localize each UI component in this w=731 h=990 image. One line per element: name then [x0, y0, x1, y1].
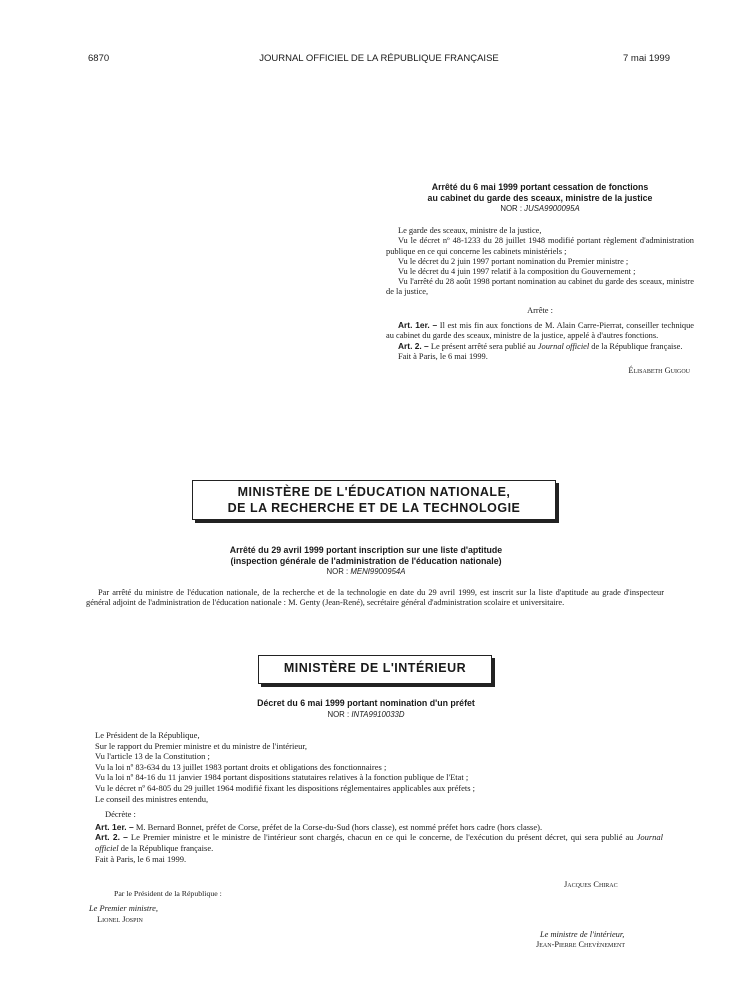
visa-paragraph: Vu le décret nº 48-1233 du 28 juillet 1948 modifié portant règlement d'administration publique en ce qui concerne les cabinets ministériels ;: [386, 236, 694, 256]
title-line-1: Arrêté du 29 avril 1999 portant inscription sur une liste d'aptitude: [229, 545, 503, 555]
decret-body: [95, 730, 663, 864]
decret-title: Décret du 6 mai 1999 portant nomination d'un préfet: [257, 698, 475, 708]
ministry-line-1: MINISTÈRE DE L'INTÉRIEUR: [283, 661, 467, 675]
visa-line: Sur le rapport du Premier ministre et du ministre de l'intérieur,: [95, 740, 307, 751]
page-number: 6870: [88, 53, 110, 64]
ministry-education-heading: [192, 480, 556, 520]
arrete-liste-aptitude-header: [60, 545, 672, 576]
par-le-president: Par le Président de la République :: [114, 889, 222, 898]
body-paragraph: Par arrêté du ministre de l'éducation nationale, de la recherche et de la technologie en date du 29 avril 1999, est inscrit sur la liste d'aptitude au grade d'inspecteur général adjoint de l'administration de l'éducation nationale : M. Genty (Jean-René), secrétaire général d'administration scolaire et universitaire.: [86, 588, 664, 608]
page-header: [88, 53, 670, 67]
visa-line: Le conseil des ministres entendu,: [95, 793, 209, 804]
header-date: 7 mai 1999: [622, 53, 670, 64]
nor-reference: NOR : MENI9900954A: [326, 567, 406, 576]
visa-paragraph: Le garde des sceaux, ministre de la justice,: [398, 226, 542, 236]
article-2: Art. 2. – Le présent arrêté sera publié au Journal officiel de la République française.: [398, 341, 683, 352]
ministry-line-2: DE LA RECHERCHE ET DE LA TECHNOLOGIE: [227, 501, 521, 515]
nor-code: INTA9910033D: [351, 709, 405, 719]
signature-chevenement: Jean-Pierre Chevènement: [536, 940, 626, 949]
visa-line: Vu l'article 13 de la Constitution ;: [95, 751, 210, 762]
decrete-word: Décrète :: [105, 809, 136, 820]
arrete-cessation: [386, 182, 694, 376]
nor-reference: NOR : INTA9910033D: [327, 709, 405, 719]
article-1: Art. 1er. – Il est mis fin aux fonctions de M. Alain Carre-Pierrat, conseiller technique au cabinet du garde des sceaux, ministre de la justice, appelé à d'autres fonctions.: [386, 319, 694, 341]
journal-title: JOURNAL OFFICIEL DE LA RÉPUBLIQUE FRANÇAISE: [259, 53, 499, 64]
nor-code: MENI9900954A: [350, 567, 406, 576]
visa-paragraph: Vu le décret du 2 juin 1997 portant nomination du Premier ministre ;: [398, 256, 629, 266]
visa-paragraph: Vu l'arrêté du 28 août 1998 portant nomination au cabinet du garde des sceaux, ministre de la justice,: [386, 277, 694, 297]
arrete-cessation-title: [386, 182, 694, 203]
arrete-liste-aptitude-body: [86, 588, 664, 608]
signature-guigou: Élisabeth Guigou: [628, 365, 690, 375]
fait-a-paris: Fait à Paris, le 6 mai 1999.: [398, 352, 488, 362]
visa-line: Vu la loi nº 83-634 du 13 juillet 1983 portant droits et obligations des fonctionnaires ;: [95, 761, 387, 772]
signature-jospin: Lionel Jospin: [97, 915, 143, 924]
visa-line: Vu le décret nº 64-805 du 29 juillet 1964 modifié fixant les dispositions réglementaires applicables aux préfets ;: [95, 782, 476, 793]
ministry-line-1: MINISTÈRE DE L'ÉDUCATION NATIONALE,: [237, 485, 511, 499]
visa-paragraph: Vu le décret du 4 juin 1997 relatif à la composition du Gouvernement ;: [398, 267, 636, 277]
arrete-word: Arrête :: [527, 305, 553, 315]
ministre-interieur-title: Le ministre de l'intérieur,: [540, 930, 625, 939]
title-line-2: (inspection générale de l'administration de l'éducation nationale): [230, 555, 502, 566]
ministry-interieur-heading: [258, 655, 492, 684]
decret-header: [60, 698, 672, 719]
premier-ministre-title: Le Premier ministre,: [89, 904, 158, 913]
nor-reference: NOR : JUSA9900095A: [500, 204, 580, 213]
nor-code: JUSA9900095A: [524, 204, 580, 213]
title-line-1: Arrêté du 6 mai 1999 portant cessation de fonctions: [431, 182, 649, 192]
visa-line: Le Président de la République,: [95, 730, 200, 740]
article-2: Art. 2. – Le Premier ministre et le ministre de l'intérieur sont chargés, chacun en ce qui le concerne, de l'exécution du présent décret, qui sera publié au Journal officiel de la République française.: [95, 832, 664, 853]
fait-a-paris: Fait à Paris, le 6 mai 1999.: [95, 853, 187, 864]
article-1: Art. 1er. – M. Bernard Bonnet, préfet de Corse, préfet de la Corse-du-Sud (hors classe), est nommé préfet hors cadre (hors classe).: [95, 821, 543, 832]
signature-chirac: Jacques Chirac: [564, 880, 618, 889]
visa-line: Vu la loi nº 84-16 du 11 janvier 1984 portant dispositions statutaires relatives à la fonction publique de l'Etat ;: [95, 772, 469, 783]
title-line-2: au cabinet du garde des sceaux, ministre de la justice: [427, 192, 653, 203]
